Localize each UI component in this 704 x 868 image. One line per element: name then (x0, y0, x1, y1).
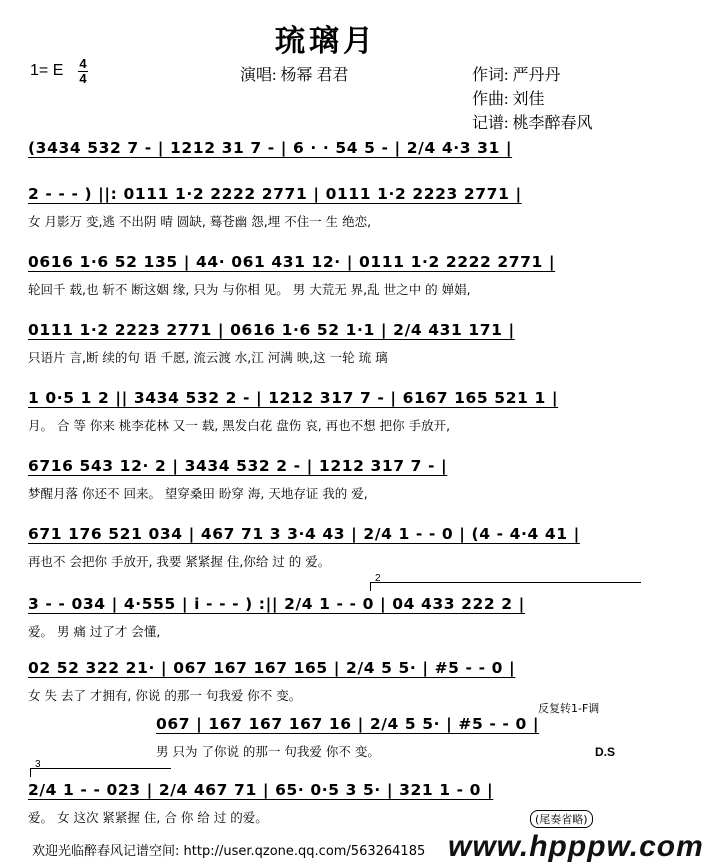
key-signature: 1= E (30, 62, 64, 79)
score-notes: 1 0·5 1 2 || 3434 532 2 - | 1212 317 7 - | 6167 165 521 1 | (28, 389, 559, 407)
score-notes: 671 176 521 034 | 467 71 3 3·4 43 | 2/4 1 - - 0 | (4 - 4·4 41 | (28, 525, 580, 543)
score-row-9 (28, 656, 618, 716)
score-lyrics: 女 月影万 变,逃 不出阴 晴 圆缺, 蓦苍幽 怨,埋 不住一 生 绝恋, (28, 214, 372, 229)
volta-label: 2 (375, 573, 381, 584)
score-notes: 067 | 167 167 167 16 | 2/4 5 5· | #5 - - 0 | (156, 715, 540, 733)
score-notes: 6716 543 12· 2 | 3434 532 2 - | 1212 317 7 - | (28, 457, 448, 475)
page-title: 琉璃月 (275, 25, 377, 58)
lyricist-credit: 作词: 严丹丹 (472, 67, 561, 84)
dal-segno-mark: D.S (595, 745, 616, 759)
time-signature-top: 4 (79, 56, 87, 71)
key-change-note: 反复转1-F调 (538, 702, 600, 715)
score-row-10 (156, 712, 626, 772)
volta-bracket-2 (370, 573, 641, 591)
composer-credit: 作曲: 刘佳 (472, 91, 545, 108)
score-row-7 (28, 522, 618, 582)
site-watermark: www.hpppw.com (448, 830, 704, 863)
score-lyrics: 只语片 言,断 续的句 语 千愿, 流云渡 水,江 河满 映,这 一轮 琉 璃 (28, 350, 388, 365)
score-lyrics: 轮回千 载,也 斩不 断这姻 缘, 只为 与你相 见。 男 大荒无 界,乱 世之中 的 婵娟, (28, 282, 471, 297)
footer-credit: 欢迎光临醉春风记谱空间: http://user.qzone.qq.com/563264185 (32, 844, 426, 859)
time-signature (78, 58, 88, 85)
score-notes: 3 - - 034 | 4·555 | i - - - ) :|| 2/4 1 - - 0 | 04 433 222 2 | (28, 595, 525, 613)
score-lyrics: 爱。 男 痛 过了才 会懂, (28, 624, 161, 639)
score-lyrics: 再也不 会把你 手放开, 我要 紧紧握 住,你给 过 的 爱。 (28, 554, 331, 569)
outro-omitted-note: (尾奏省略) (530, 810, 593, 828)
score-row-11 (28, 778, 618, 838)
score-row-3 (28, 250, 618, 310)
score-row-5 (28, 386, 618, 446)
score-lyrics: 男 只为 了你说 的那一 句我爱 你不 变。 (156, 744, 380, 759)
score-lyrics: 月。 合 等 你来 桃李花林 又一 载, 黑发白花 盘伤 哀, 再也不想 把你 手放开, (28, 418, 451, 433)
score-notes: 2 - - - ) ||: 0111 1·2 2222 2771 | 0111 1·2 2223 2771 | (28, 185, 522, 203)
volta-bracket-3 (30, 759, 171, 777)
score-row-6 (28, 454, 618, 514)
score-notes: (3434 532 7 - | 1212 31 7 - | 6 · · 54 5 - | 2/4 4·3 31 | (28, 139, 513, 157)
singer-credit: 演唱: 杨幂 君君 (240, 67, 349, 84)
score-lyrics: 女 失 去了 才拥有, 你说 的那一 句我爱 你不 变。 (28, 688, 302, 703)
score-notes: 2/4 1 - - 023 | 2/4 467 71 | 65· 0·5 3 5· | 321 1 - 0 | (28, 781, 494, 799)
score-notes: 0111 1·2 2223 2771 | 0616 1·6 52 1·1 | 2/4 431 171 | (28, 321, 515, 339)
transcriber-credit: 记谱: 桃李醉春风 (472, 115, 593, 132)
time-signature-bottom: 4 (79, 71, 87, 86)
score-lyrics: 梦醒月落 你还不 回来。 望穿桑田 盼穿 海, 天地存证 我的 爱, (28, 486, 368, 501)
score-row-8 (28, 592, 618, 652)
score-lyrics: 爱。 女 这次 紧紧握 住, 合 你 给 过 的爱。 (28, 810, 268, 825)
score-row-4 (28, 318, 618, 378)
score-row-2 (28, 182, 618, 242)
score-notes: 0616 1·6 52 135 | 44· 061 431 12· | 0111 1·2 2222 2771 | (28, 253, 556, 271)
score-notes: 02 52 322 21· | 067 167 167 165 | 2/4 5 5· | #5 - - 0 | (28, 659, 516, 677)
volta-label: 3 (35, 759, 41, 770)
